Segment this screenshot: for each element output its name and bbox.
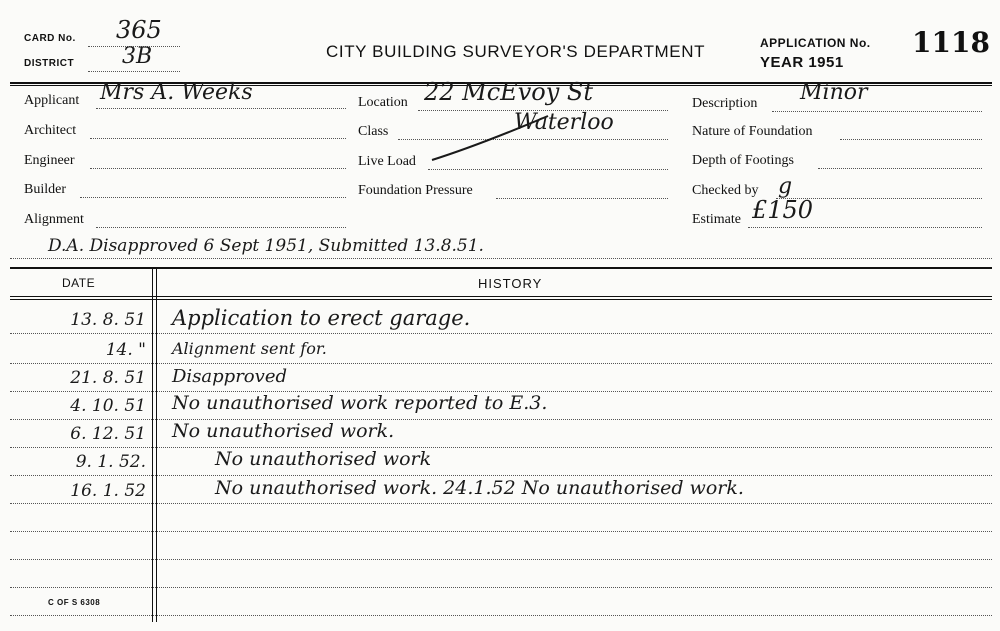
history-header-rule bbox=[10, 296, 992, 297]
alignment-label: Alignment bbox=[24, 212, 84, 227]
ruled-line bbox=[10, 615, 992, 616]
history-header: HISTORY bbox=[478, 276, 543, 291]
district-value: 3B bbox=[122, 44, 153, 69]
application-no-value: 1118 bbox=[912, 26, 990, 59]
engineer-label: Engineer bbox=[24, 153, 75, 168]
department-title: CITY BUILDING SURVEYOR'S DEPARTMENT bbox=[326, 42, 706, 61]
ruled-line bbox=[10, 559, 992, 560]
description-label: Description bbox=[692, 96, 758, 111]
ruled-line bbox=[10, 587, 992, 588]
history-date: 13. 8. 51 bbox=[70, 310, 146, 330]
class-label: Class bbox=[358, 124, 389, 139]
ruled-line bbox=[10, 363, 992, 364]
location-value: 22 McEvoy St bbox=[424, 78, 593, 106]
history-entry: No unauthorised work bbox=[215, 448, 432, 470]
district-label: DISTRICT bbox=[24, 58, 75, 69]
live-load-label: Live Load bbox=[358, 154, 416, 169]
history-entry: No unauthorised work. 24.1.52 No unauthorised work. bbox=[215, 477, 744, 499]
ruled-line bbox=[10, 475, 992, 476]
da-note: D.A. Disapproved 6 Sept 1951, Submitted 13.8.51. bbox=[48, 236, 484, 256]
estimate-label: Estimate bbox=[692, 212, 741, 227]
history-entry: Alignment sent for. bbox=[172, 339, 327, 358]
history-date: 16. 1. 52 bbox=[70, 481, 146, 501]
date-header: DATE bbox=[62, 276, 96, 290]
description-value: Minor bbox=[800, 80, 868, 105]
card-no-value: 365 bbox=[116, 16, 162, 44]
history-top-rule bbox=[10, 267, 992, 269]
builder-label: Builder bbox=[24, 182, 66, 197]
history-header-rule-inner bbox=[10, 299, 992, 300]
history-date: 9. 1. 52. bbox=[75, 452, 146, 472]
applicant-label: Applicant bbox=[24, 93, 80, 108]
ruled-line bbox=[10, 419, 992, 420]
history-date: 14. " bbox=[105, 340, 146, 360]
nature-label: Nature of Foundation bbox=[692, 124, 813, 139]
application-no-label: APPLICATION No. bbox=[760, 36, 871, 50]
ruled-line bbox=[10, 503, 992, 504]
history-date: 21. 8. 51 bbox=[70, 368, 146, 388]
class-value: Waterloo bbox=[514, 110, 614, 135]
depth-label: Depth of Footings bbox=[692, 153, 794, 168]
card-no-label: CARD No. bbox=[24, 33, 76, 44]
history-divider-inner bbox=[156, 267, 157, 622]
form-code: C OF S 6308 bbox=[48, 598, 101, 607]
history-date: 4. 10. 51 bbox=[70, 396, 146, 416]
history-entry: No unauthorised work. bbox=[172, 420, 395, 442]
history-entry: Application to erect garage. bbox=[172, 306, 471, 330]
ruled-line bbox=[10, 447, 992, 448]
history-entry: Disapproved bbox=[172, 366, 287, 387]
architect-label: Architect bbox=[24, 123, 77, 138]
ruled-line bbox=[10, 333, 992, 334]
history-entry: No unauthorised work reported to E.3. bbox=[172, 392, 548, 414]
ruled-line bbox=[10, 531, 992, 532]
history-divider bbox=[152, 267, 153, 622]
estimate-value: £150 bbox=[752, 196, 814, 224]
applicant-value: Mrs A. Weeks bbox=[100, 80, 253, 105]
checked-label: Checked by bbox=[692, 183, 759, 198]
location-label: Location bbox=[358, 95, 408, 110]
foundation-pressure-label: Foundation Pressure bbox=[358, 183, 473, 198]
history-date: 6. 12. 51 bbox=[70, 424, 146, 444]
checked-value: g bbox=[778, 174, 793, 199]
year-label: YEAR 1951 bbox=[760, 54, 844, 71]
